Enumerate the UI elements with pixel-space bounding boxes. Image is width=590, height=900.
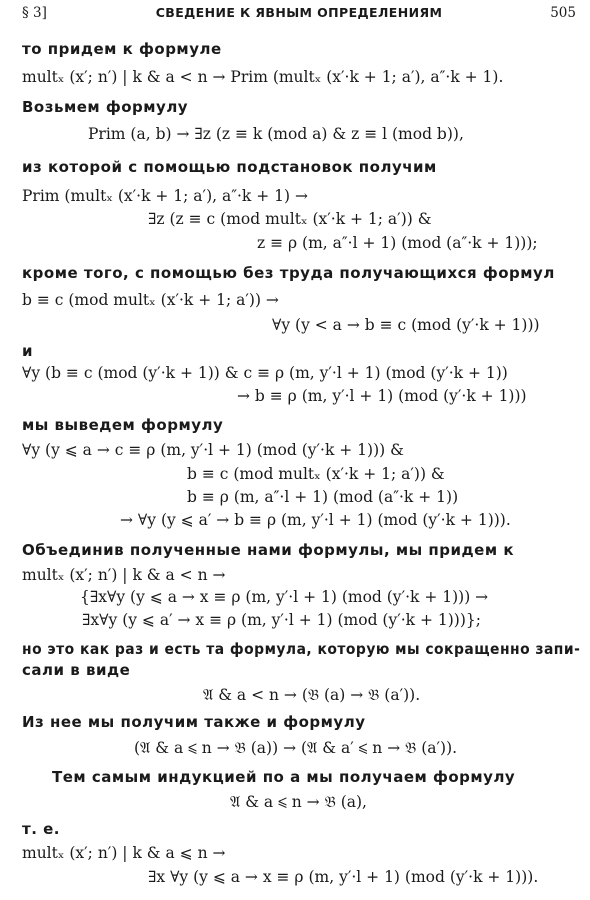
formula-line: 𝔄 & a ⩽ n → 𝔅 (a), [230,793,367,811]
formula-line: b ≡ ρ (m, a″·l + 1) (mod (a″·k + 1)) [187,488,459,506]
running-header [22,5,576,25]
formula-line: multₓ (x′; n′) | k & a < n → Prim (multₓ (x′·k + 1; a′), a″·k + 1). [22,68,504,86]
section-marker: § 3] [22,5,47,21]
formula-line: (𝔄 & a ⩽ n → 𝔅 (a)) → (𝔄 & a′ ⩽ n → 𝔅 (a′)). [134,739,458,757]
prose-line: сали в виде [22,661,131,679]
formula-line: ∃x ∀y (y ⩽ a → x ≡ ρ (m, y′·l + 1) (mod (y′·k + 1))). [148,868,539,886]
prose-line: т. е. [22,820,60,838]
formula-line: → ∀y (y ⩽ a′ → b ≡ ρ (m, y′·l + 1) (mod (y′·k + 1))). [120,511,511,529]
formula-line: Prim (a, b) → ∃z (z ≡ k (mod a) & z ≡ l (mod b)), [88,125,464,143]
prose-line: Из нее мы получим также и формулу [22,713,366,731]
formula-line: {∃x∀y (y ⩽ a → x ≡ ρ (m, y′·l + 1) (mod (y′·k + 1))) → [80,588,489,606]
formula-line: z ≡ ρ (m, a″·l + 1) (mod (a″·k + 1))); [257,234,538,252]
formula-line: multₓ (x′; n′) | k & a < n → [22,566,226,584]
prose-line: мы выведем формулу [22,416,224,434]
prose-line: кроме того, с помощью без труда получающихся формул [22,264,555,282]
prose-line: Тем самым индукцией по a мы получаем формулу [52,768,516,786]
formula-line: ∀y (b ≡ c (mod (y′·k + 1)) & c ≡ ρ (m, y′·l + 1) (mod (y′·k + 1)) [22,364,508,382]
formula-line: multₓ (x′; n′) | k & a ⩽ n → [22,844,226,862]
formula-line: ∀y (y ⩽ a → c ≡ ρ (m, y′·l + 1) (mod (y′·k + 1))) & [22,441,404,459]
formula-line: ∀y (y < a → b ≡ c (mod (y′·k + 1))) [272,316,540,334]
prose-line: из которой с помощью подстановок получим [22,158,437,176]
prose-line: но это как раз и есть та формула, которую мы сокращенно запи- [22,640,581,658]
running-title: СВЕДЕНИЕ К ЯВНЫМ ОПРЕДЕЛЕНИЯМ [155,5,443,20]
formula-line: Prim (multₓ (x′·k + 1; a′), a″·k + 1) → [22,187,308,205]
formula-line: b ≡ c (mod multₓ (x′·k + 1; a′)) & [187,465,445,483]
formula-line: 𝔄 & a < n → (𝔅 (a) → 𝔅 (a′)). [203,686,421,704]
formula-line: → b ≡ ρ (m, y′·l + 1) (mod (y′·k + 1))) [237,387,527,405]
prose-line: Возьмем формулу [22,98,189,116]
formula-line: ∃z (z ≡ c (mod multₓ (x′·k + 1; a′)) & [148,210,432,228]
prose-line: и [22,342,34,360]
prose-line: то придем к формуле [22,40,222,58]
formula-line: ∃x∀y (y ⩽ a′ → x ≡ ρ (m, y′·l + 1) (mod (y′·k + 1)))}; [82,611,481,629]
prose-line: Объединив полученные нами формулы, мы придем к [22,541,514,559]
page-number: 505 [550,5,576,21]
formula-line: b ≡ c (mod multₓ (x′·k + 1; a′)) → [22,291,279,309]
